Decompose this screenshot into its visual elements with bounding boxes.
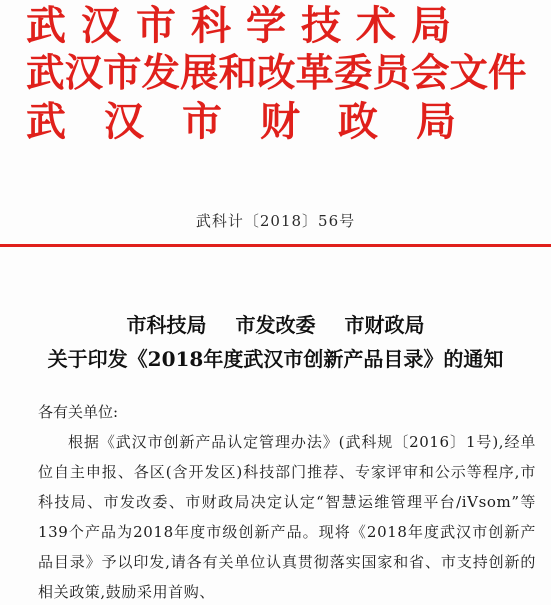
body-text — [38, 397, 536, 607]
title-issuers: 市科技局 市发改委 市财政局 — [126, 313, 425, 337]
letterhead-line-1: 武汉市科学技术局 — [26, 3, 466, 49]
letterhead — [26, 2, 546, 146]
letterhead-line-3: 武汉市财政局 — [26, 99, 494, 145]
red-divider-line — [0, 244, 551, 247]
body-paragraph: 根据《武汉市创新产品认定管理办法》(武科规〔2016〕1号),经单位自主申报、各区(含开发区)科技部门推荐、专家评审和公示等程序,市科技局、市发改委、市财政局决定认定“智慧运维管理平台/iVsom”等139个产品为2018年度市级创新产品。现将《2018年度武汉市创新产品目录》予以印发,请各有关单位认真贯彻落实国家和省、市支持创新的相关政策,鼓励采用首购、 — [38, 433, 536, 601]
title-subject: 关于印发《2018年度武汉市创新产品目录》的通知 — [47, 347, 504, 371]
salutation: 各有关单位: — [38, 403, 119, 421]
letterhead-line-2: 武汉市发展和改革委员会文件 — [26, 51, 527, 96]
document-number: 武科计〔2018〕56号 — [195, 212, 356, 230]
